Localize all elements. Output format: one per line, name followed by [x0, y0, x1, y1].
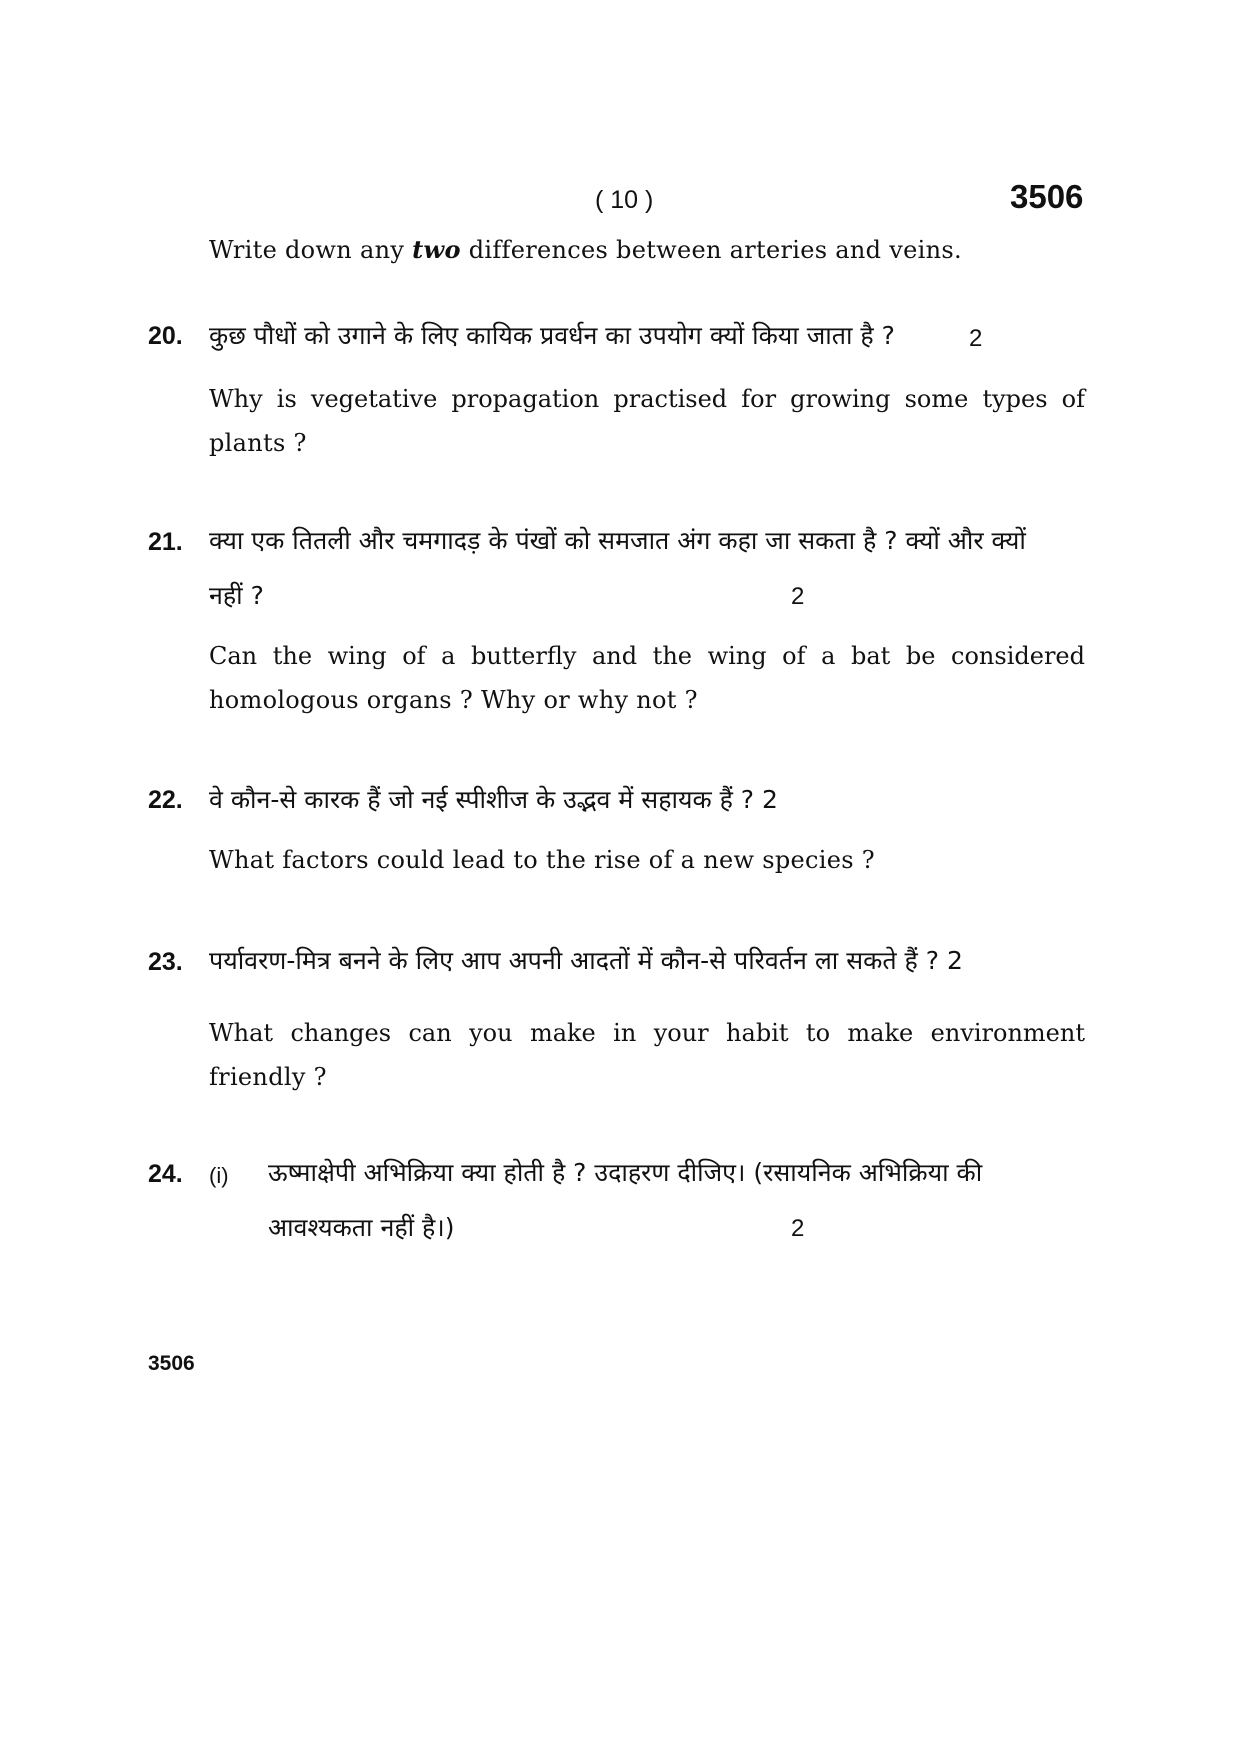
q21-hindi-line2: नहीं ?	[209, 581, 264, 610]
q24-number: 24.	[148, 1160, 183, 1188]
q20-english-line1: Why is vegetative propagation practised for growing some types of	[209, 385, 1085, 413]
q19-emphasis: two	[412, 235, 461, 264]
q20-number: 20.	[148, 322, 183, 350]
q22-english: What factors could lead to the rise of a new species ?	[209, 846, 875, 874]
q21-english-line1: Can the wing of a butterfly and the wing of a bat be considered	[209, 642, 1085, 670]
q22-hindi: वे कौन-से कारक हैं जो नई स्पीशीज के उद्भव में सहायक हैं ? 2	[209, 785, 778, 814]
q21-english-line2: homologous organs ? Why or why not ?	[209, 686, 698, 714]
q22-number: 22.	[148, 786, 183, 814]
q19-text-after: differences between arteries and veins.	[460, 236, 962, 264]
q23-english-line1: What changes can you make in your habit to make environment	[209, 1019, 1085, 1047]
q23-hindi: पर्यावरण-मित्र बनने के लिए आप अपनी आदतों में कौन-से परिवर्तन ला सकते हैं ? 2	[209, 946, 963, 975]
q20-hindi: कुछ पौधों को उगाने के लिए कायिक प्रवर्धन का उपयोग क्यों किया जाता है ?	[209, 321, 895, 350]
q24-hindi-line2: आवश्यकता नहीं है।)	[268, 1213, 455, 1242]
q23-english-line2: friendly ?	[209, 1063, 327, 1091]
paper-code-header: 3506	[1010, 178, 1084, 215]
q24-hindi-line1: ऊष्माक्षेपी अभिक्रिया क्या होती है ? उदाहरण दीजिए। (रसायनिक अभिक्रिया की	[268, 1158, 983, 1187]
q24-marks: 2	[791, 1215, 805, 1242]
q21-marks: 2	[791, 583, 805, 610]
q20-english-line2: plants ?	[209, 429, 307, 457]
q24-part: (i)	[209, 1163, 229, 1188]
page-number: ( 10 )	[595, 186, 654, 214]
q20-marks: 2	[969, 325, 983, 352]
q19-text-before: Write down any	[209, 236, 413, 264]
q21-hindi-line1: क्या एक तितली और चमगादड़ के पंखों को समजात अंग कहा जा सकता है ? क्यों और क्यों	[209, 526, 1026, 555]
q19-english	[209, 235, 962, 264]
q23-number: 23.	[148, 948, 183, 976]
q21-number: 21.	[148, 528, 183, 556]
paper-code-footer: 3506	[148, 1352, 195, 1375]
